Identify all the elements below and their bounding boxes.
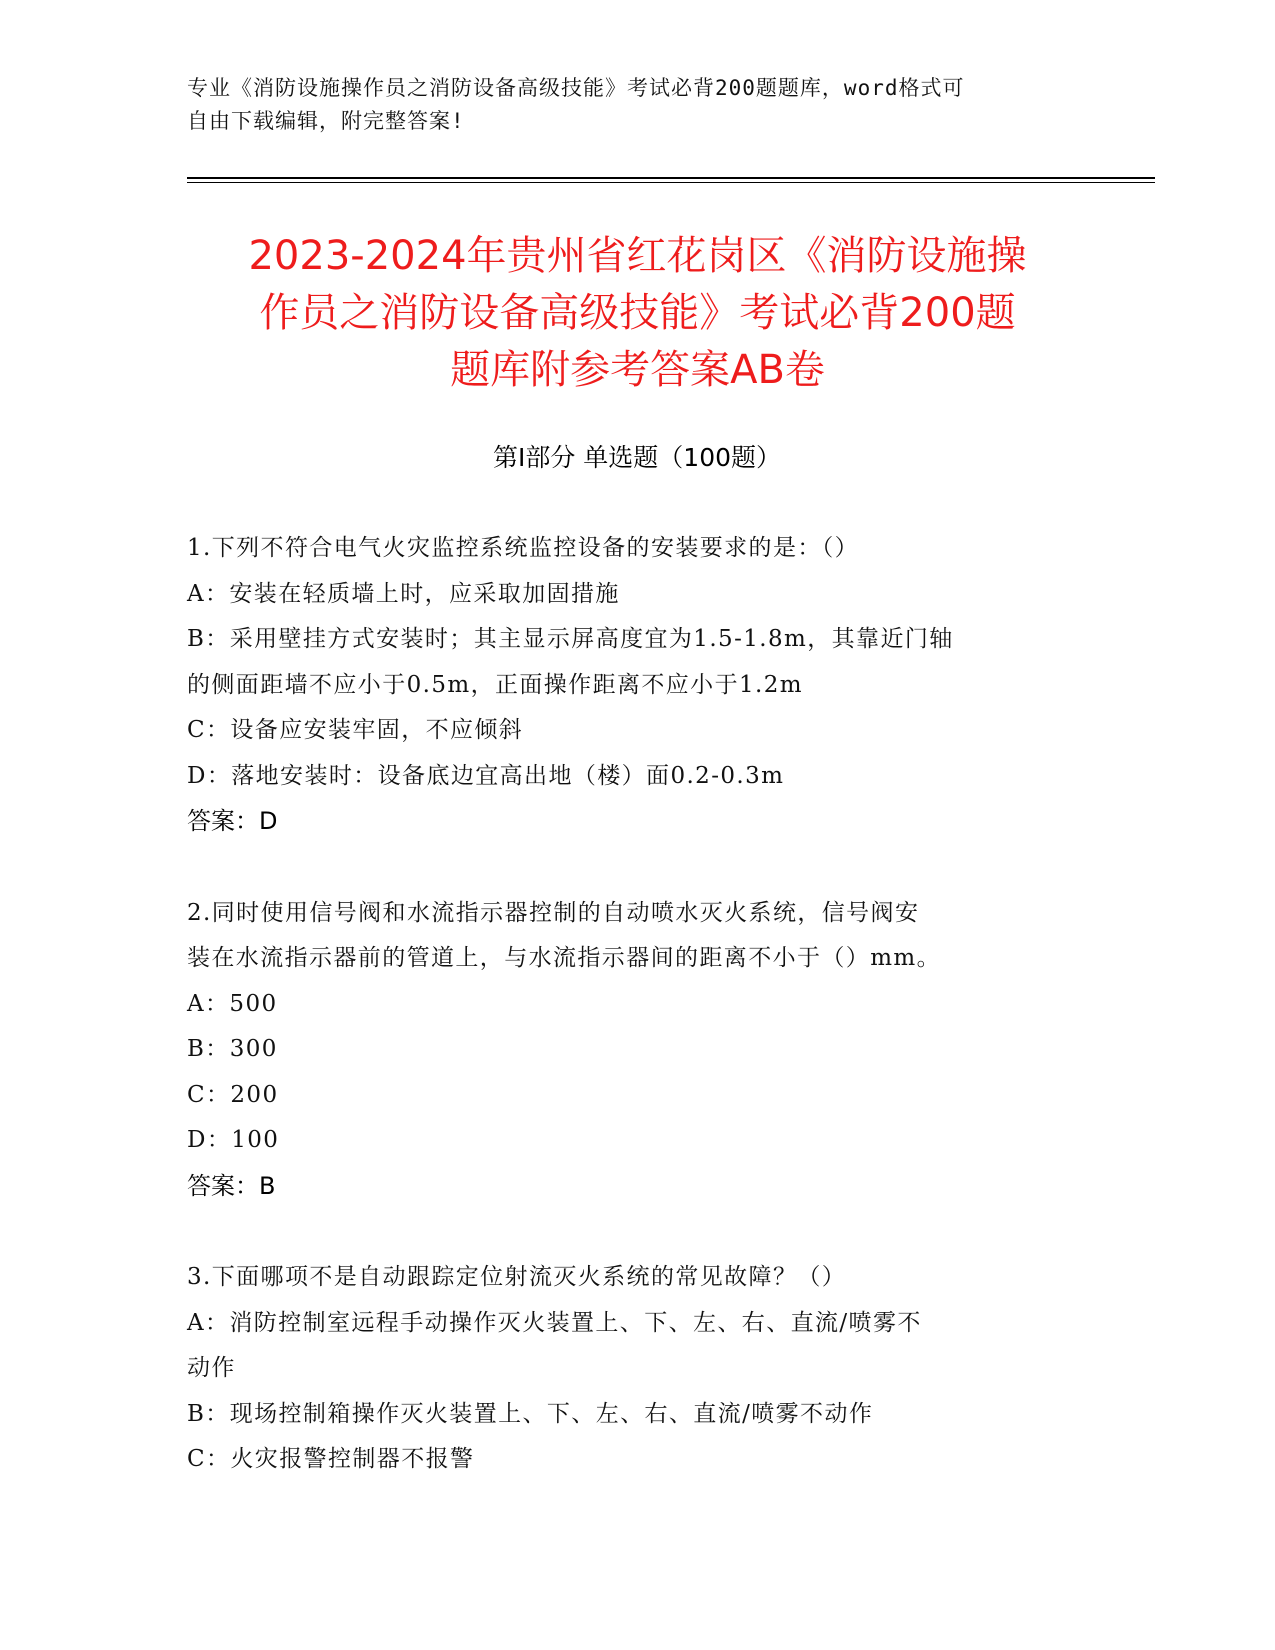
question-stem: 1.下列不符合电气火灾监控系统监控设备的安装要求的是：（） xyxy=(187,535,860,561)
question-1 xyxy=(187,526,1087,845)
option-a: A：500 xyxy=(187,990,278,1017)
option-b: B：采用壁挂方式安装时；其主显示屏高度宜为1.5-1.8m，其靠近门轴 xyxy=(187,626,954,652)
question-stem: 3.下面哪项不是自动跟踪定位射流灭火系统的常见故障？（） xyxy=(187,1264,847,1290)
document-title xyxy=(175,228,1100,399)
option-b-continued: 的侧面距墙不应小于0.5m，正面操作距离不应小于1.2m xyxy=(187,671,803,698)
option-a: A：消防控制室远程手动操作灭火装置上、下、左、右、直流/喷雾不 xyxy=(187,1309,922,1336)
option-a: A：安装在轻质墙上时，应采取加固措施 xyxy=(187,580,620,607)
header-note xyxy=(187,72,1067,138)
answer: 答案：B xyxy=(187,1171,276,1200)
document-title-line-2: 作员之消防设备高级技能》考试必背200题 xyxy=(259,290,1016,336)
header-rule-thin xyxy=(187,182,1155,183)
header-note-line-2: 自由下载编辑，附完整答案! xyxy=(187,109,465,133)
option-b: B：现场控制箱操作灭火装置上、下、左、右、直流/喷雾不动作 xyxy=(187,1400,874,1427)
document-title-line-1: 2023-2024年贵州省红花岗区《消防设施操 xyxy=(248,233,1027,279)
question-stem-continued: 装在水流指示器前的管道上，与水流指示器间的距离不小于（）mm。 xyxy=(187,945,942,971)
question-3 xyxy=(187,1255,1087,1483)
question-list xyxy=(187,526,1087,1529)
option-d: D：落地安装时：设备底边宜高出地（楼）面0.2-0.3m xyxy=(187,762,785,789)
option-b: B：300 xyxy=(187,1036,278,1062)
option-c: C：设备应安装牢固，不应倾斜 xyxy=(187,717,524,743)
option-c: C：200 xyxy=(187,1081,279,1108)
question-stem: 2.同时使用信号阀和水流指示器控制的自动喷水灭火系统，信号阀安 xyxy=(187,899,920,926)
document-title-line-3: 题库附参考答案AB卷 xyxy=(450,347,825,393)
header-note-line-1: 专业《消防设施操作员之消防设备高级技能》考试必背200题题库，word格式可 xyxy=(187,76,965,100)
answer: 答案：D xyxy=(187,807,278,835)
option-d: D：100 xyxy=(187,1127,280,1153)
header-rule-thick xyxy=(187,177,1155,179)
question-2 xyxy=(187,891,1087,1210)
option-c: C：火灾报警控制器不报警 xyxy=(187,1446,475,1472)
section-title: 第Ⅰ部分 单选题（100题） xyxy=(492,443,782,472)
option-a-continued: 动作 xyxy=(187,1355,236,1381)
